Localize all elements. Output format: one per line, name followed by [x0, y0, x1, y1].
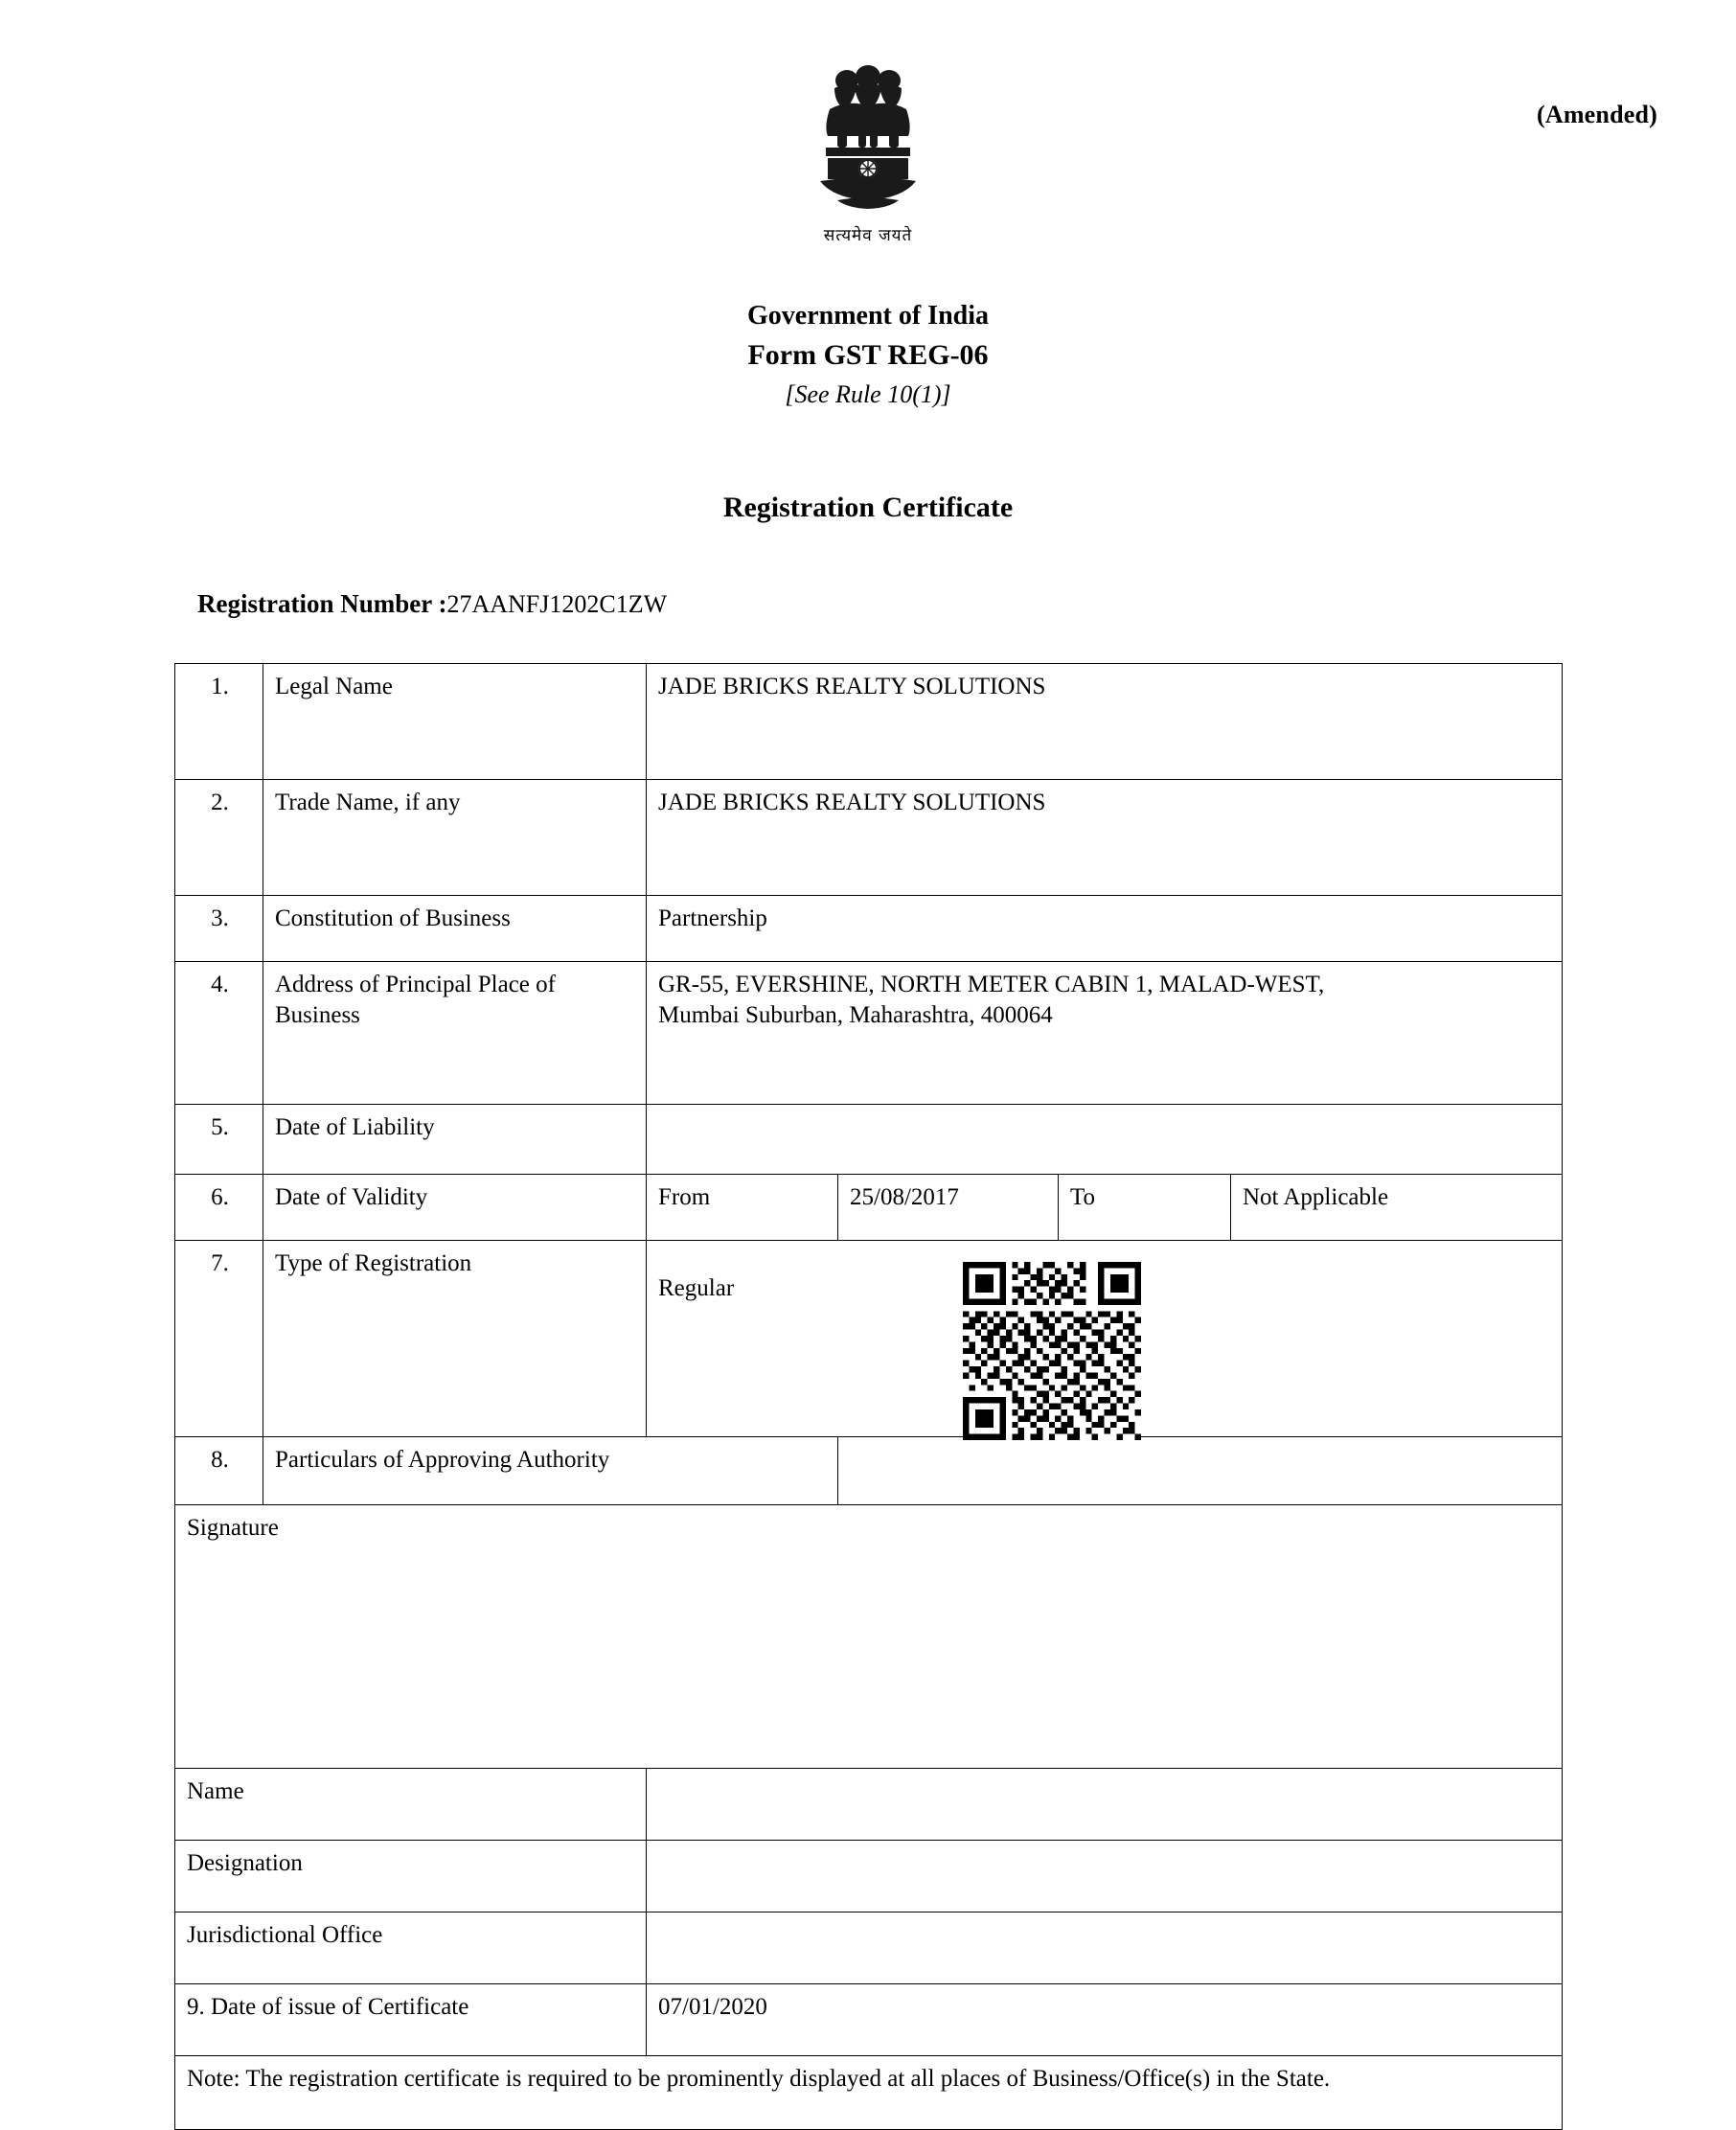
- note-text: Note: The registration certificate is required to be prominently displayed at all places of Business/Office(s) in the State.: [175, 2056, 1563, 2130]
- validity-to-value: Not Applicable: [1231, 1175, 1563, 1241]
- government-line: Government of India: [747, 301, 989, 331]
- table-row: [175, 896, 1563, 962]
- table-row: [175, 1769, 1563, 1841]
- name-label: Name: [175, 1769, 647, 1841]
- address-line-1: GR-55, EVERSHINE, NORTH METER CABIN 1, MALAD-WEST,: [658, 972, 1325, 997]
- table-row: [175, 1984, 1563, 2056]
- row-label: Date of Validity: [263, 1175, 647, 1241]
- table-row: [175, 1841, 1563, 1912]
- row-label-text: Address of Principal Place of Business: [275, 972, 556, 1028]
- signature-label: Signature: [175, 1505, 1563, 1769]
- rule-line: [See Rule 10(1)]: [785, 380, 951, 409]
- date-of-issue-value: 07/01/2020: [647, 1984, 1563, 2056]
- registration-number-value: 27AANFJ1202C1ZW: [446, 590, 668, 618]
- row-number: 6.: [175, 1175, 263, 1241]
- row-label: Particulars of Approving Authority: [263, 1437, 838, 1505]
- row-label: [263, 962, 647, 1105]
- jurisdictional-office-label: Jurisdictional Office: [175, 1912, 647, 1984]
- address-line-2: Mumbai Suburban, Maharashtra, 400064: [658, 1002, 1053, 1028]
- address-value: [647, 962, 1563, 1105]
- row-label: Type of Registration: [263, 1241, 647, 1437]
- row-label: Trade Name, if any: [263, 780, 647, 896]
- validity-from-label: From: [647, 1175, 838, 1241]
- row-label: Date of Liability: [263, 1105, 647, 1175]
- type-of-registration-cell: [647, 1241, 1563, 1437]
- emblem-motto: सत्यमेव जयते: [823, 226, 913, 245]
- date-of-liability-value: [647, 1105, 1563, 1175]
- form-line: Form GST REG-06: [747, 338, 989, 371]
- ashoka-emblem-icon: [809, 59, 927, 224]
- certificate-table: [174, 663, 1563, 2130]
- row-number: 7.: [175, 1241, 263, 1437]
- constitution-value: Partnership: [647, 896, 1563, 962]
- row-number: 8.: [175, 1437, 263, 1505]
- type-of-registration-value: Regular: [658, 1275, 735, 1301]
- row-number: 4.: [175, 962, 263, 1105]
- validity-from-value: 25/08/2017: [838, 1175, 1059, 1241]
- page-title: Registration Certificate: [722, 492, 1014, 523]
- table-row: [175, 664, 1563, 780]
- row-number: 3.: [175, 896, 263, 962]
- designation-label: Designation: [175, 1841, 647, 1912]
- row-number: 2.: [175, 780, 263, 896]
- registration-number: [197, 589, 667, 619]
- row-label: Constitution of Business: [263, 896, 647, 962]
- name-value: [647, 1769, 1563, 1841]
- legal-name-value: JADE BRICKS REALTY SOLUTIONS: [647, 664, 1563, 780]
- signature-row: [175, 1505, 1563, 1769]
- table-row: [175, 1437, 1563, 1505]
- date-of-issue-label: 9. Date of issue of Certificate: [175, 1984, 647, 2056]
- national-emblem-block: [0, 59, 1736, 245]
- trade-name-value: JADE BRICKS REALTY SOLUTIONS: [647, 780, 1563, 896]
- jurisdictional-office-value: [647, 1912, 1563, 1984]
- row-number: 5.: [175, 1105, 263, 1175]
- table-row: [175, 1175, 1563, 1241]
- row-label: Legal Name: [263, 664, 647, 780]
- table-row: [175, 1912, 1563, 1984]
- designation-value: [647, 1841, 1563, 1912]
- table-row: [175, 780, 1563, 896]
- note-row: [175, 2056, 1563, 2130]
- registration-number-label: Registration Number :: [197, 589, 447, 618]
- document-title-block: [0, 297, 1736, 413]
- table-row: [175, 1105, 1563, 1175]
- table-row: [175, 1241, 1563, 1437]
- validity-to-label: To: [1059, 1175, 1231, 1241]
- row-number: 1.: [175, 664, 263, 780]
- approving-authority-value: [838, 1437, 1563, 1505]
- qr-code-icon: [963, 1262, 1141, 1440]
- amended-label: (Amended): [1536, 101, 1657, 128]
- table-row: [175, 962, 1563, 1105]
